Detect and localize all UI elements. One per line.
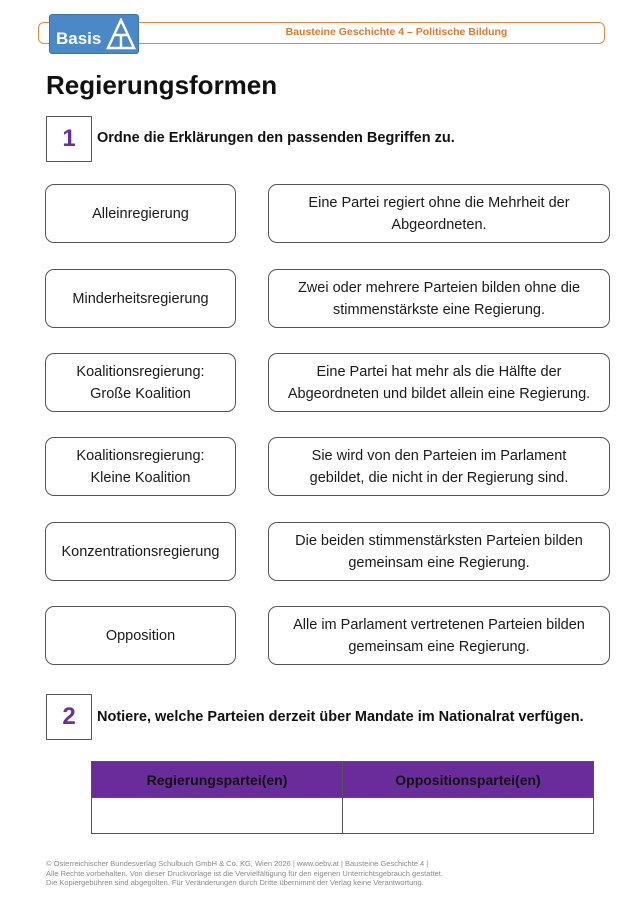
header-subtitle: Bausteine Geschichte 4 – Politische Bildung (285, 26, 508, 38)
page-title: Regierungsformen (46, 70, 278, 100)
task-2-number: 2 (46, 694, 92, 740)
explanation-line: Abgeordneten. (391, 216, 487, 233)
footer-line: © Österreichischer Bundesverlag Schulbuch GmbH & Co. KG, Wien 2026 | www.oebv.at | Bausteine Geschichte 4 | (46, 859, 429, 868)
logo-label: Basis (56, 29, 102, 48)
term-line: Koalitionsregierung: (76, 363, 205, 380)
explanation-line: gebildet, die nicht in der Regierung sind. (309, 469, 569, 486)
explanation-line: gemeinsam eine Regierung. (348, 638, 530, 655)
explanation-line: Die beiden stimmenstärksten Parteien bilden (295, 532, 583, 549)
term-line: Alleinregierung (92, 205, 189, 222)
answer-table (91, 761, 594, 834)
term-card[interactable] (45, 353, 236, 412)
task-2-instruction: Notiere, welche Parteien derzeit über Mandate im Nationalrat verfügen. (97, 709, 584, 725)
explanation-line: Eine Partei regiert ohne die Mehrheit der (308, 194, 570, 211)
explanation-line: Sie wird von den Parteien im Parlament (311, 447, 567, 464)
term-card[interactable] (45, 184, 236, 243)
column-header-opposition: Oppositionspartei(en) (343, 762, 594, 798)
explanation-line: Eine Partei hat mehr als die Hälfte der (316, 363, 562, 380)
answer-cell-opposition[interactable] (343, 798, 594, 834)
term-line: Minderheitsregierung (72, 290, 209, 307)
term-line: Große Koalition (90, 385, 191, 402)
term-line: Opposition (105, 627, 176, 644)
explanation-line: Zwei oder mehrere Parteien bilden ohne die (297, 279, 581, 296)
explanation-line: gemeinsam eine Regierung. (348, 554, 530, 571)
task-1-instruction: Ordne die Erklärungen den passenden Begriffen zu. (97, 130, 455, 146)
explanation-card[interactable] (268, 184, 610, 243)
footer-line: Alle Rechte vorbehalten. Von dieser Druckvorlage ist die Vervielfältigung für den eigenen Unterrichtsgebrauch gestattet. (46, 868, 443, 878)
basis-logo (49, 14, 139, 54)
explanation-card[interactable] (268, 269, 610, 328)
term-line: Koalitionsregierung: (76, 447, 205, 464)
explanation-card[interactable] (268, 437, 610, 496)
footer (46, 859, 443, 888)
explanation-line: stimmenstärkste eine Regierung. (333, 301, 545, 318)
explanation-card[interactable] (268, 353, 610, 412)
term-card[interactable] (45, 269, 236, 328)
explanation-line: Alle im Parlament vertretenen Parteien bilden (293, 616, 585, 633)
footer-line: Die Kopiergebühren sind abgegolten. Für Veränderungen durch Dritte übernimmt der Verlag keine Verantwortung. (46, 878, 424, 887)
explanation-card[interactable] (268, 606, 610, 665)
explanation-card[interactable] (268, 522, 610, 581)
term-card[interactable] (45, 522, 236, 581)
explanation-line: Abgeordneten und bildet allein eine Regierung. (287, 385, 591, 402)
column-header-government: Regierungspartei(en) (92, 762, 343, 798)
pyramid-icon (106, 18, 136, 50)
task-1-number: 1 (46, 116, 92, 162)
term-card[interactable] (45, 606, 236, 665)
term-line: Konzentrationsregierung (61, 543, 220, 560)
term-card[interactable] (45, 437, 236, 496)
answer-cell-government[interactable] (92, 798, 343, 834)
term-line: Kleine Koalition (90, 469, 191, 486)
